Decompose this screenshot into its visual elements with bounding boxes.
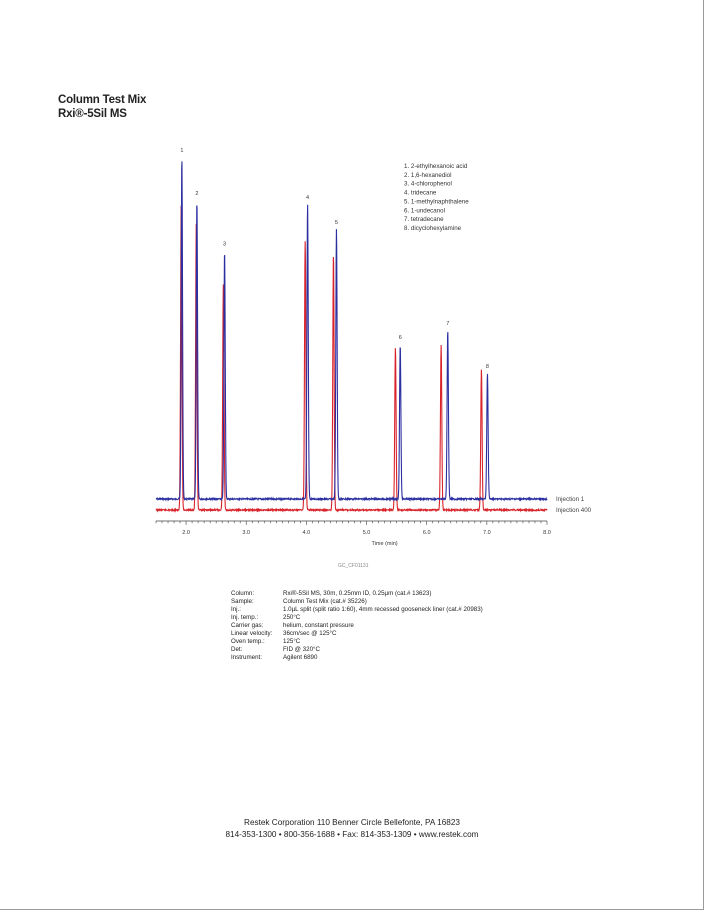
x-axis (156, 521, 551, 547)
condition-row (231, 590, 483, 598)
footer-address: Restek Corporation 110 Benner Circle Bellefonte, PA 16823 (244, 818, 460, 827)
peak-legend-item: 5. 1-methylnaphthalene (404, 198, 469, 206)
condition-label: Column: (231, 590, 255, 597)
peak-legend-item: 6. 1-undecanol (404, 207, 445, 215)
peak-legend-item: 7. tetradecane (404, 216, 444, 224)
condition-value: 125°C (283, 638, 301, 645)
condition-row (231, 638, 483, 646)
trace-injection-1 (156, 161, 547, 499)
series-label: Injection 1 (556, 496, 585, 503)
conditions-table (231, 590, 483, 662)
condition-row (231, 646, 483, 654)
peak-legend (404, 163, 469, 232)
title-line-2: Rxi®-5Sil MS (58, 108, 127, 120)
x-axis-label: Time (min) (371, 541, 398, 547)
peak-legend-item: 2. 1,6-hexanediol (404, 171, 452, 179)
series-labels (556, 496, 592, 514)
condition-label: Linear velocity: (231, 630, 273, 637)
file-code: GC_CF01131 (338, 563, 369, 569)
peak-legend-item: 3. 4-chlorophenol (404, 180, 452, 188)
condition-row (231, 598, 483, 606)
condition-value: 1.0µL split (split ratio 1:60), 4mm recessed gooseneck liner (cat.# 20983) (283, 606, 483, 613)
peak-label: 8 (485, 364, 489, 370)
x-tick-label: 4.0 (302, 530, 311, 536)
peak-legend-item: 4. tridecane (404, 189, 437, 197)
peak-legend-item: 8. dicyclohexylamine (404, 224, 462, 232)
peak-label: 2 (195, 191, 199, 198)
condition-label: Oven temp.: (231, 638, 265, 645)
x-tick-label: 7.0 (483, 530, 491, 536)
condition-label: Det: (231, 646, 243, 653)
condition-row (231, 614, 483, 622)
traces (156, 161, 547, 510)
condition-value: 36cm/sec @ 125°C (283, 630, 337, 637)
condition-label: Instrument: (231, 654, 262, 661)
condition-label: Sample: (231, 598, 254, 605)
peak-legend-item: 1. 2-ethylhexanoic acid (404, 163, 468, 170)
series-label: Injection 400 (556, 507, 592, 514)
x-tick-label: 8.0 (543, 530, 551, 536)
condition-label: Inj.: (231, 606, 241, 613)
peak-label: 3 (223, 241, 227, 248)
condition-label: Inj. temp.: (231, 614, 259, 621)
peak-label: 1 (180, 148, 184, 154)
footer (200, 817, 504, 841)
title-line-1: Column Test Mix (58, 94, 147, 106)
x-tick-label: 3.0 (242, 530, 251, 536)
condition-value: helium, constant pressure (283, 622, 354, 629)
condition-value: 250°C (283, 614, 301, 621)
peak-label: 7 (446, 320, 450, 327)
condition-row (231, 630, 483, 638)
condition-value: Rxi®-5Sil MS, 30m, 0.25mm ID, 0.25µm (cat.# 13623) (283, 590, 432, 597)
condition-row (231, 606, 483, 614)
page-border (0, 909, 704, 910)
condition-row (231, 622, 483, 630)
x-tick-label: 2.0 (182, 530, 190, 536)
peak-label: 6 (398, 335, 402, 342)
x-tick-label: 5.0 (362, 530, 371, 536)
condition-value: Agilent 6890 (283, 654, 318, 661)
condition-label: Carrier gas: (231, 622, 264, 629)
footer-contact: 814-353-1300 • 800-356-1688 • Fax: 814-353-1309 • www.restek.com (225, 830, 479, 839)
condition-row (231, 654, 483, 662)
condition-value: Column Test Mix (cat.# 35226) (283, 598, 367, 605)
condition-value: FID @ 320°C (283, 646, 320, 653)
peak-label: 4 (306, 194, 310, 201)
x-tick-label: 6.0 (422, 530, 431, 536)
peak-label: 5 (334, 220, 338, 226)
